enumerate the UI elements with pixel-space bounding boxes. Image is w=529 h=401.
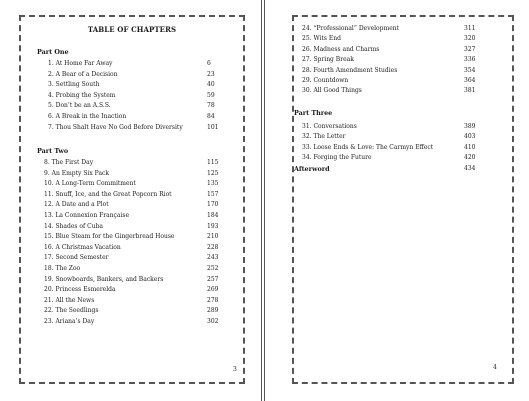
chapter-page-number: 336 — [464, 56, 476, 64]
chapter-page-number: 101 — [207, 123, 219, 131]
chapter-page-number: 269 — [207, 286, 219, 294]
toc-title: TABLE OF CHAPTERS — [87, 25, 177, 34]
chapter-page-number: 184 — [207, 212, 219, 219]
chapter-page-number: 320 — [464, 35, 476, 43]
chapter-page-number: 403 — [464, 133, 476, 141]
chapter-title: 8. The First Day — [44, 159, 94, 166]
chapter-page-number: 228 — [207, 243, 219, 251]
chapter-page-number: 59 — [207, 91, 215, 99]
chapter-title: 25. Wits End — [302, 35, 341, 43]
chapter-title: 30. All Good Things — [302, 87, 362, 95]
chapter-page-number: 6 — [207, 60, 211, 67]
chapter-page-number: 354 — [464, 66, 476, 74]
chapter-page-number: 381 — [464, 87, 476, 95]
chapter-title: 17. Second Semester — [44, 254, 109, 262]
chapter-title: 2. A Bear of a Decision — [48, 70, 118, 78]
chapter-title: 27. Spring Break — [302, 56, 354, 64]
chapter-title: 28. Fourth Amendment Studies — [302, 66, 398, 74]
chapter-title: 4. Probing the System — [48, 91, 116, 99]
chapter-page-number: 311 — [464, 25, 476, 32]
chapter-page-number: 278 — [207, 296, 219, 304]
chapter-page-number: 23 — [207, 70, 215, 78]
chapter-title: 29. Countdown — [302, 77, 349, 84]
chapter-title: 26. Madness and Charms — [302, 45, 380, 53]
chapter-title: 31. Conversations — [302, 123, 357, 130]
chapter-page-number: 157 — [207, 190, 219, 198]
chapter-page-number: 40 — [207, 81, 215, 89]
chapter-title: 16. A Christmas Vacation — [44, 243, 121, 251]
chapter-title: 20. Princess Esmerelda — [44, 286, 116, 294]
chapter-page-number: 243 — [207, 254, 219, 262]
chapter-title: 3. Settling South — [48, 81, 100, 89]
chapter-page-number: 84 — [207, 113, 215, 120]
chapter-page-number: 289 — [207, 307, 219, 315]
page-number: 4 — [493, 364, 497, 371]
chapter-page-number: 257 — [207, 275, 219, 283]
chapter-title: 33. Loose Ends & Love: The Carmyn Effect — [302, 143, 434, 151]
chapter-page-number: 389 — [464, 123, 476, 130]
chapter-title: 18. The Zoo — [44, 265, 81, 272]
chapter-page-number: 210 — [207, 233, 219, 241]
chapter-page-number: 78 — [207, 102, 215, 110]
afterword-title: Afterword — [294, 164, 330, 173]
chapter-page-number: 170 — [207, 201, 219, 209]
chapter-title: 34. Forging the Future — [302, 154, 372, 162]
chapter-title: 24. “Professional” Development — [302, 25, 400, 32]
chapter-title: 15. Blue Steam for the Gingerbread House — [44, 233, 175, 241]
chapter-page-number: 135 — [207, 180, 219, 188]
chapter-page-number: 364 — [464, 77, 476, 84]
chapter-page-number: 327 — [464, 45, 476, 53]
chapter-title: 23. Ariana’s Day — [44, 318, 95, 325]
right-page-border — [292, 15, 514, 384]
chapter-page-number: 125 — [207, 169, 219, 177]
right-page — [264, 0, 529, 401]
chapter-title: 14. Shades of Cuba — [44, 222, 103, 230]
chapter-title: 19. Snowboards, Bankers, and Backers — [44, 275, 164, 283]
chapter-title: 32. The Letter — [302, 133, 346, 141]
left-page-border — [19, 15, 245, 384]
chapter-page-number: 420 — [464, 154, 476, 162]
chapter-title: 5. Don’t be an A.S.S. — [48, 102, 111, 110]
chapter-page-number: 115 — [207, 159, 219, 166]
chapter-title: 12. A Date and a Plot — [44, 201, 109, 209]
chapter-title: 1. At Home Far Away — [48, 60, 113, 67]
chapter-title: 10. A Long-Term Commitment — [44, 180, 136, 188]
left-page — [0, 0, 262, 401]
part-heading: Part One — [37, 48, 69, 56]
chapter-page-number: 302 — [207, 318, 219, 325]
part-heading: Part Two — [37, 147, 69, 155]
chapter-title: 6. A Break in the Inaction — [48, 113, 127, 120]
chapter-title: 13. La Connexion Française — [44, 212, 130, 219]
chapter-title: 21. All the News — [44, 296, 95, 304]
chapter-page-number: 193 — [207, 222, 219, 230]
chapter-page-number: 252 — [207, 265, 219, 272]
chapter-title: 9. An Empty Six Pack — [44, 169, 110, 177]
chapter-title: 22. The Seedlings — [44, 307, 99, 315]
page-number: 3 — [233, 366, 237, 373]
part-heading: Part Three — [294, 109, 333, 117]
afterword-page-number: 434 — [464, 164, 476, 172]
chapter-page-number: 410 — [464, 143, 476, 151]
chapter-title: 7. Thou Shalt Have No God Before Diversity — [48, 123, 183, 131]
chapter-title: 11. Snuff, Ice, and the Great Popcorn Riot — [44, 190, 172, 198]
